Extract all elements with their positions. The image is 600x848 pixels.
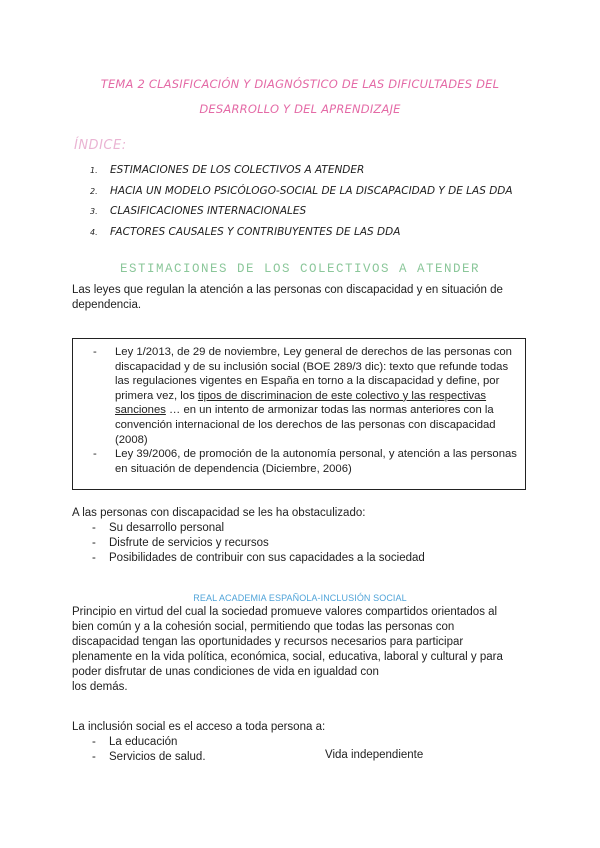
list-item: - La educación: [90, 735, 206, 750]
index-label: CLASIFICACIONES INTERNACIONALES: [110, 205, 307, 217]
law-item: [91, 345, 521, 447]
laws-list: [91, 345, 521, 476]
law-text: Ley 39/2006, de promoción de la autonomía personal, y atención a las personas en situación de dependencia (Diciembre, 2006): [115, 448, 517, 475]
laws-box: [72, 338, 526, 490]
index-number: 4.: [90, 227, 98, 237]
index-label: ESTIMACIONES DE LOS COLECTIVOS A ATENDER: [110, 164, 365, 176]
rae-definition-end: los demás.: [72, 681, 128, 693]
list-item: - Disfrute de servicios y recursos: [90, 536, 425, 551]
index-number: 2.: [90, 186, 98, 196]
index-item: [90, 160, 513, 181]
index-heading: ÍNDICE:: [74, 138, 127, 153]
section-heading: ESTIMACIONES DE LOS COLECTIVOS A ATENDER: [119, 262, 481, 276]
index-item: [90, 181, 513, 202]
laws-intro: Las leyes que regulan la atención a las personas con discapacidad y en situación de dependencia.: [72, 284, 503, 311]
title-line-2: DESARROLLO Y DEL APRENDIZAJE: [199, 102, 401, 116]
law-text: Ley 1/2013, de 29 de noviembre, Ley general de derechos de las personas con discapacidad y de su inclusión social (BOE 289/3 dic): texto que refunde todas las regulaciones vigentes en España en torno a la discapacidad y define, por primera vez, los: [115, 346, 512, 402]
rae-heading: REAL ACADEMIA ESPAÑOLA-INCLUSIÓN SOCIAL: [193, 593, 407, 603]
rae-definition-body: Principio en virtud del cual la sociedad promueve valores compartidos orientados al bien común y a la cohesión social, permitiendo que todas las personas con discapacidad tengan las oportunidades y recursos necesarios para participar plenamente en la vida política, económica, social, educativa, laboral y cultural y para poder disfrutar de unas condiciones de vida en igualdad con: [72, 606, 503, 678]
index-list: [90, 160, 513, 242]
index-label: HACIA UN MODELO PSICÓLOGO-SOCIAL DE LA DISCAPACIDAD Y DE LAS DDA: [110, 184, 513, 197]
index-label: FACTORES CAUSALES Y CONTRIBUYENTES DE LAS DDA: [110, 225, 401, 238]
law-text-continued: … en un intento de armonizar todas las normas anteriores con la convención internacional de los derechos de las personas con discapacidad (2008): [115, 404, 496, 446]
inclusion-list: [90, 735, 206, 765]
inclusion-intro: La inclusión social es el acceso a toda persona a:: [72, 721, 326, 733]
discrimination-link[interactable]: tipos de discriminacion de este colectivo y las respectivas sanciones: [115, 389, 487, 417]
inclusion-extra: Vida independiente: [325, 749, 424, 761]
obstacles-list: [90, 521, 425, 566]
index-item: [90, 222, 513, 243]
index-item: [90, 201, 513, 222]
title-line-1: TEMA 2 CLASIFICACIÓN Y DIAGNÓSTICO DE LAS DIFICULTADES DEL: [100, 77, 500, 91]
index-number: 3.: [90, 207, 98, 216]
list-item: - Servicios de salud.: [90, 750, 206, 765]
document-title: [60, 72, 540, 122]
obstacles-intro: A las personas con discapacidad se les ha obstaculizado:: [72, 507, 366, 519]
rae-definition: [72, 605, 520, 695]
list-item: - Posibilidades de contribuir con sus capacidades a la sociedad: [90, 551, 425, 566]
list-item: - Su desarrollo personal: [90, 521, 425, 536]
law-item: [91, 447, 521, 476]
index-number: 1.: [90, 166, 98, 175]
